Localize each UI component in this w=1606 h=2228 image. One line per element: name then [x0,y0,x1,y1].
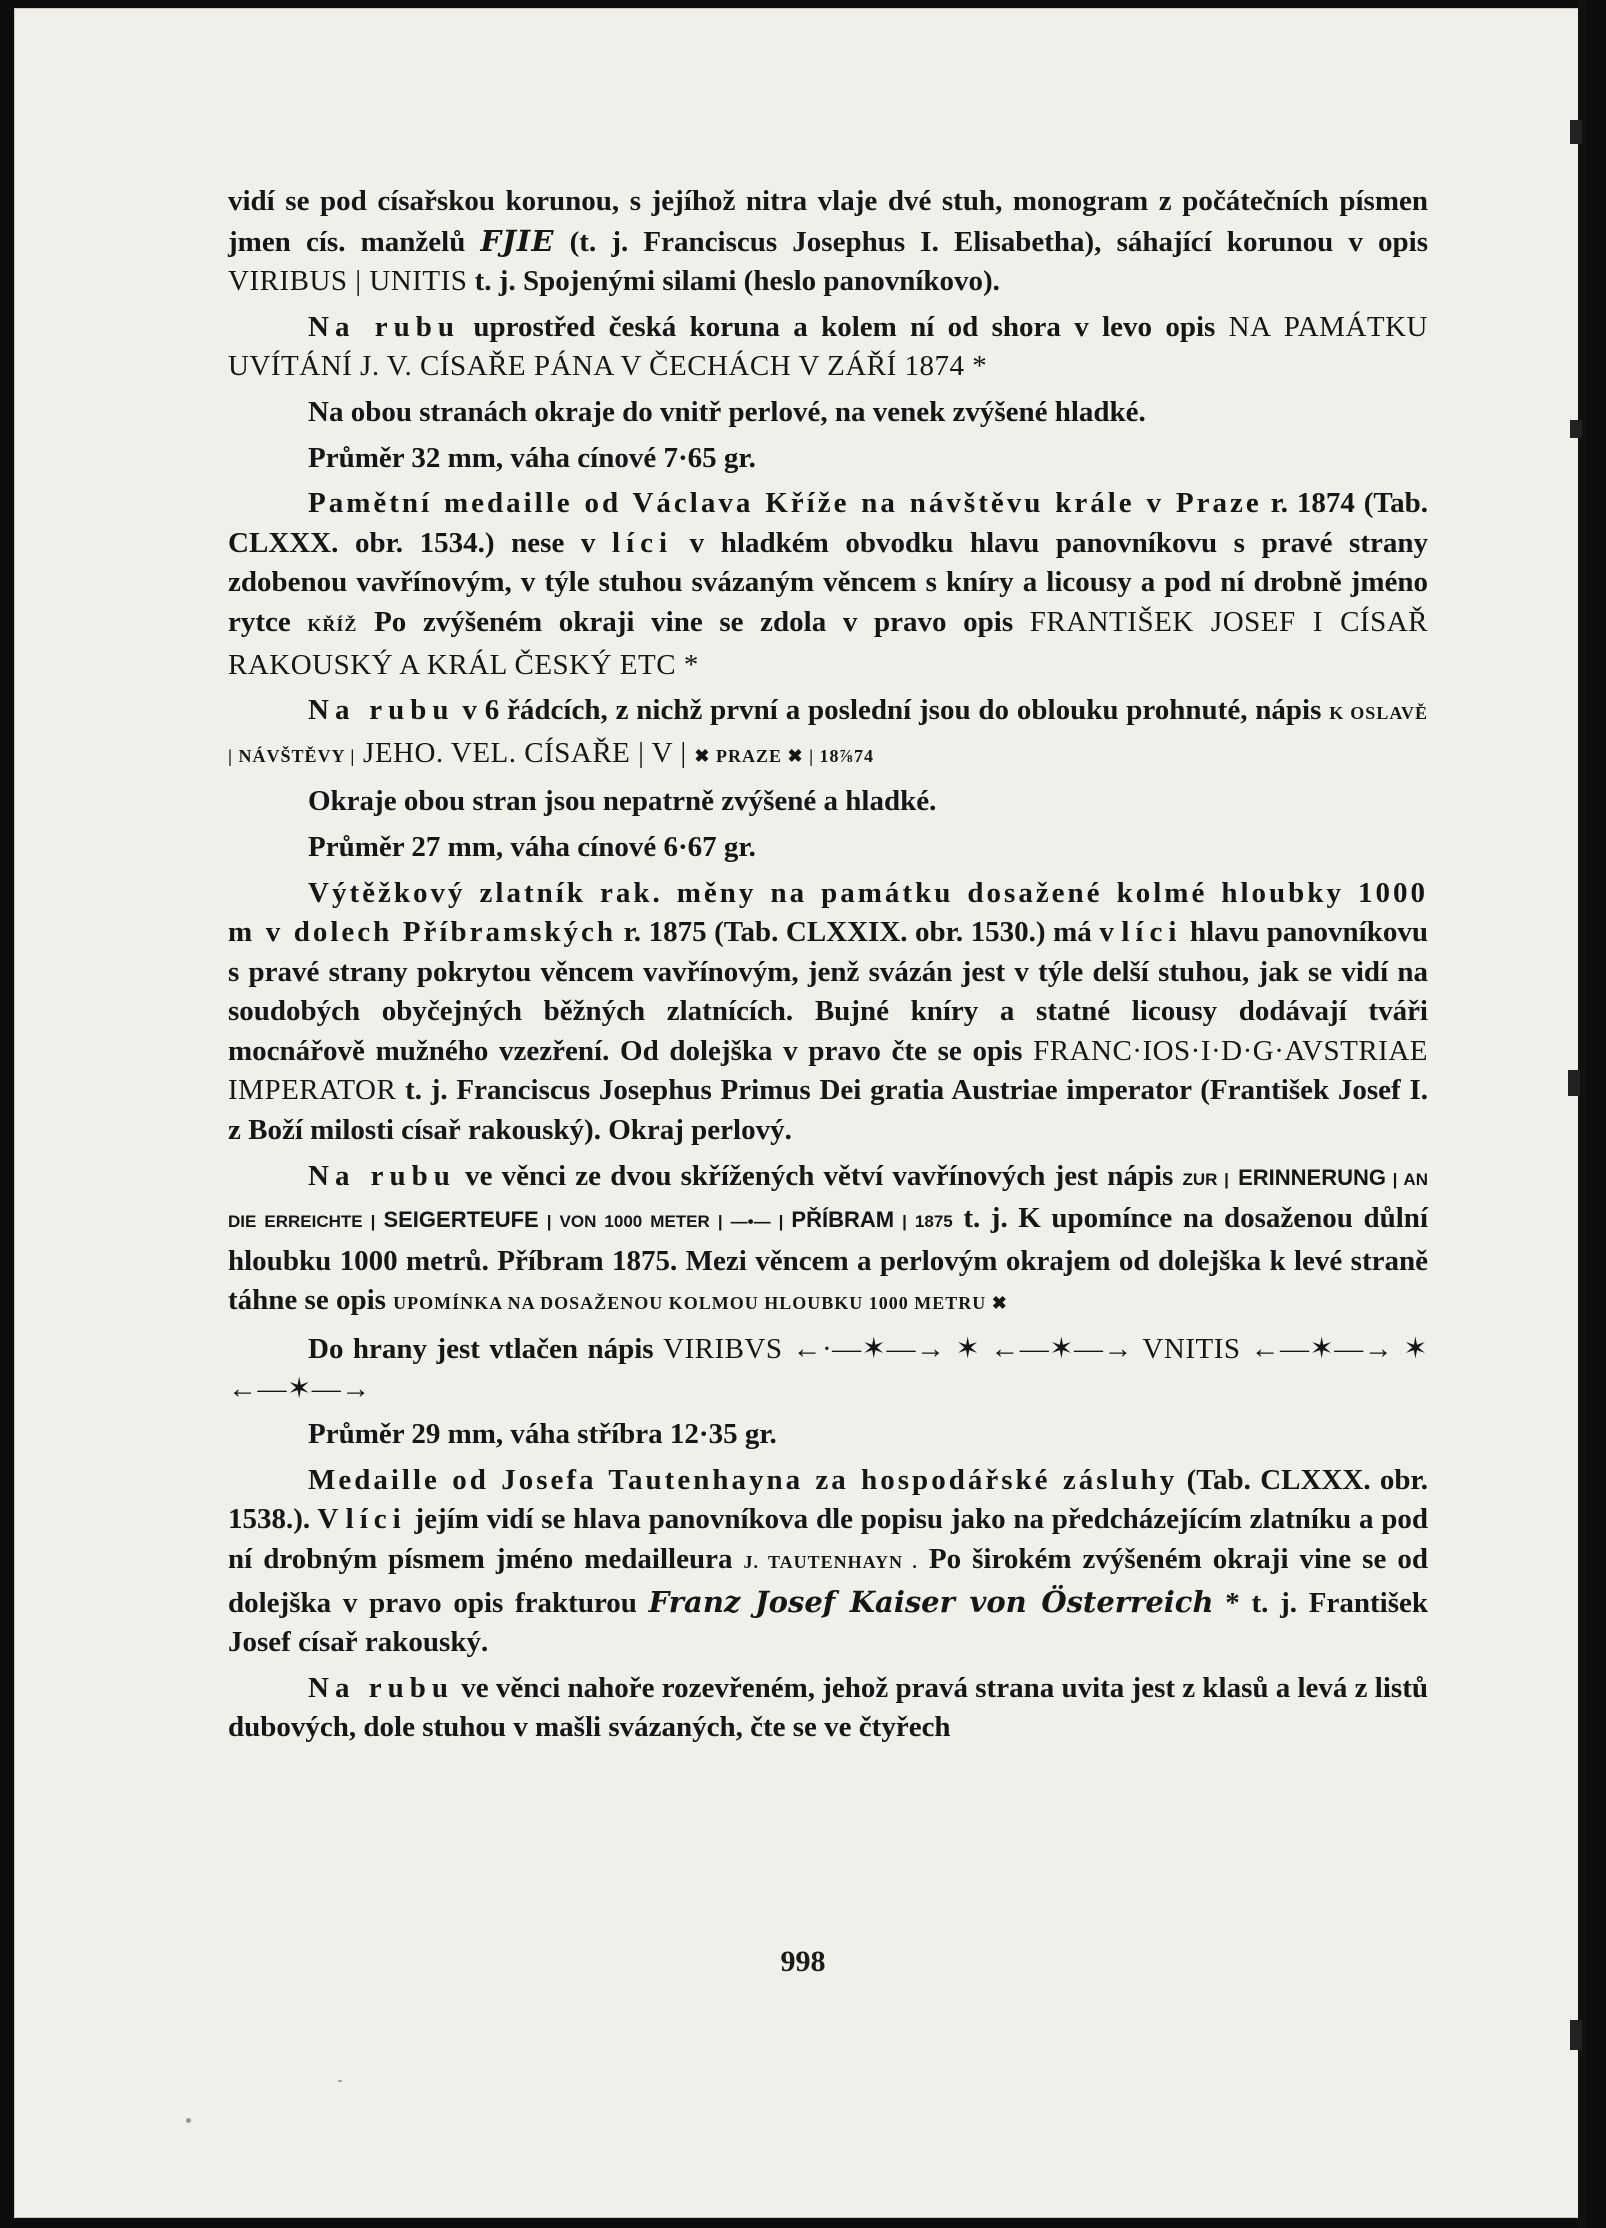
inscription: UPOMÍNKA NA DOSAŽENOU KOLMOU HLOUBKU 1000 METRU ✖ [393,1293,1008,1314]
paragraph: vidí se pod císařskou korunou, s jejíhož nitra vlaje dvé stuh, monogram z počátečních písmen jmen cís. manželů FJIE (t. j. Franciscus Josephus I. Elisabetha), sáhající korunou v opis VIRIBUS | UNITIS t. j. Spojenými silami (heslo panovníkovo). [228,185,1428,298]
monogram: FJIE [480,223,555,258]
paragraph: Pamětní medaille od Václava Kříže na návštěvu krále v Praze r. 1874 (Tab. CLXXX. obr. 1534.) nese v líci v hladkém obvodku hlavu panovníkovu s pravé strany zdobenou vavřínovým, v týle stuhou svázaným věncem s kníry a licousy a pod ní drobně jméno rytce KŘÍŽ Po zvýšeném okraji vine se zdola v pravo opis FRANTIŠEK JOSEF I CÍSAŘ RAKOUSKÝ A KRÁL ČESKÝ ETC * [228,487,1428,681]
inscription: NA PAMÁTKU UVÍTÁNÍ J. V. CÍSAŘE PÁNA V ČECHÁCH V ZÁŘÍ 1874 * [228,310,1429,383]
edge-inscription: VIRIBVS ←·—✶—→ ✶ ←—✶—→ VNITIS ←—✶—→ ✶ ←—✶—→ [228,1333,1429,1405]
paragraph: Průměr 29 mm, váha stříbra 12·35 gr. [308,1418,777,1451]
spaced-heading: Na rubu [308,1671,454,1704]
edge-mark [1568,1070,1580,1096]
spaced-heading: Na rubu [308,1159,456,1192]
inscription: VIRIBUS | UNITIS [228,265,468,298]
fraktur-inscription: Franz Josef Kaiser von Österreich [648,1584,1214,1619]
spaced-heading: Na rubu [308,694,455,727]
paragraph: Na rubu v 6 řádcích, z nichž první a poslední jsou do oblouku prohnuté, nápis K OSLAVĚ | NÁVŠTĚVY | JEHO. VEL. CÍSAŘE | V | ✖ PRAZE ✖ | 18⅞74 [228,694,1429,769]
edge-mark [1570,420,1582,438]
page-edge-shadow [1578,0,1586,2228]
inscription: FRANTIŠEK JOSEF I CÍSAŘ RAKOUSKÝ A KRÁL ČESKÝ ETC * [228,605,1428,681]
body-text [228,182,1428,1748]
paper-speck [338,2080,342,2082]
spaced-heading: Pamětní medaille od Václava Kříže na návštěvu krále v Praze [308,487,1262,520]
page-number: 998 [780,1945,826,1978]
engraver-name: KŘÍŽ [307,614,358,635]
paragraph: Medaille od Josefa Tautenhayna za hospodářské zásluhy (Tab. CLXXX. obr. 1538.). V líci jejím vidí se hlava panovníkova dle popisu jako na předcházejícím zlatníku a pod ní drobným písmem jméno medailleura J. TAUTENHAYN . Po širokém zvýšeném okraji vine se od dolejška v pravo opis frakturou Franz Josef Kaiser von Österreich * t. j. František Josef císař rakouský. [228,1463,1429,1659]
paragraph: Průměr 32 mm, váha cínové 7·65 gr. [308,441,756,474]
paragraph: Okraje obou stran jsou nepatrně zvýšené a hladké. [308,785,937,818]
paragraph: Na obou stranách okraje do vnitř perlové, na venek zvýšené hladké. [308,395,1146,428]
inscription: FRANC·IOS·I·D·G·AVSTRIAE IMPERATOR [228,1034,1428,1107]
paragraph: Do hrany jest vtlačen nápis VIRIBVS ←·—✶—→ ✶ ←—✶—→ VNITIS ←—✶—→ ✶ ←—✶—→ [228,1333,1429,1405]
edge-mark [1570,120,1582,144]
edge-mark [1570,2020,1582,2050]
paragraph: Na rubu ve věnci nahoře rozevřeném, jehož pravá strana uvita jest z klasů a levá z listů dubových, dole stuhou v mašli svázaných, čte se ve čtyřech [228,1671,1428,1744]
paragraph: Na rubu ve věnci ze dvou skřížených větví vavřínových jest nápis ZUR | ERINNERUNG | AN DIE ERREICHTE | SEIGERTEUFE | VON 1000 METER | —•— | PŘÍBRAM | 1875 t. j. K upomínce na dosaženou důlní hloubku 1000 metrů. Příbram 1875. Mezi věncem a perlovým okrajem od dolejška k levé straně táhne se opis UPOMÍNKA NA DOSAŽENOU KOLMOU HLOUBKU 1000 METRU ✖ [228,1159,1428,1317]
inscription: JEHO. VEL. CÍSAŘE | V | [355,736,695,769]
medallist-name: J. TAUTENHAYN . [743,1552,918,1572]
spaced-heading: Medaille od Josefa Tautenhayna za hospodářské zásluhy [308,1463,1178,1496]
paragraph: Výtěžkový zlatník rak. měny na památku dosažené kolmé hloubky 1000 m v dolech Příbramských r. 1875 (Tab. CLXXIX. obr. 1530.) má v líci hlavu panovníkovu s pravé strany pokrytou věncem vavřínovým, jenž svázán jest v týle delší stuhou, jak se vidí na soudobých obyčejných běžných zlatnících. Bujné kníry a statné licousy dodávají tváři mocnářově mužného vzezření. Od dolejška v pravo čte se opis FRANC·IOS·I·D·G·AVSTRIAE IMPERATOR t. j. Franciscus Josephus Primus Dei gratia Austriae imperator (František Josef I. z Boží milosti císař rakouský). Okraj perlový. [228,876,1428,1147]
paragraph: Průměr 27 mm, váha cínové 6·67 gr. [308,830,756,863]
spaced-heading: Na rubu [308,310,461,343]
paper-speck [186,2118,191,2123]
paragraph: Na rubu uprostřed česká koruna a kolem ní od shora v levo opis NA PAMÁTKU UVÍTÁNÍ J. V. CÍSAŘE PÁNA V ČECHÁCH V ZÁŘÍ 1874 * [228,310,1429,383]
spaced-heading: Výtěžkový zlatník rak. měny na památku dosažené kolmé hloubky 1000 m v dolech Příbramských [228,876,1428,949]
